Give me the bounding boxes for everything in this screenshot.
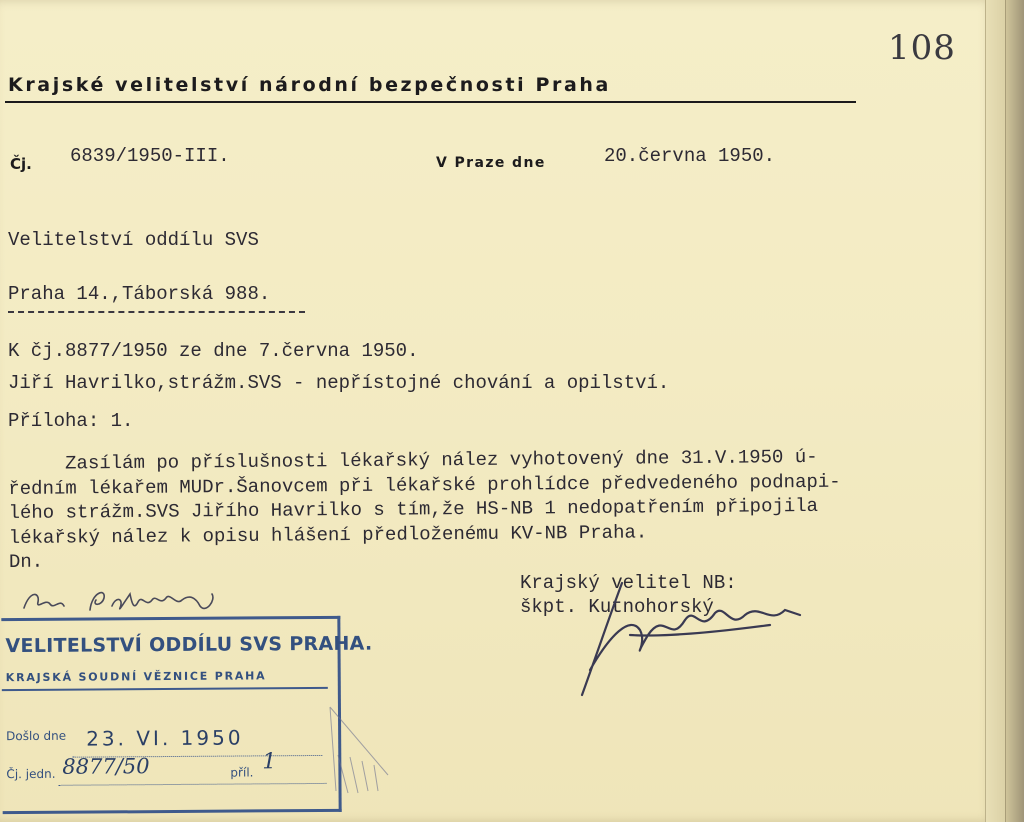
signatory-name: škpt. Kutnohorský	[520, 596, 714, 618]
signatory-title: Krajský velitel NB:	[520, 572, 737, 594]
binder-edge	[1005, 0, 1024, 822]
stamp-divider	[2, 687, 328, 691]
address-dashed-rule	[8, 311, 305, 313]
stamp-attachment-label: příl.	[230, 765, 254, 780]
body-line: ředním lékařem MUDr.Šanovcem při lékařské prohlídce předvedeného podnapi-	[8, 470, 841, 500]
body-line: Zasílám po příslušnosti lékařský nález vyhotovený dne 31.V.1950 ú-	[8, 445, 818, 475]
recipient-line-1: Velitelství oddílu SVS	[8, 229, 259, 251]
handwritten-signature	[570, 575, 810, 705]
receipt-stamp	[1, 616, 373, 814]
attachment-line: Příloha: 1.	[8, 410, 134, 432]
stamp-attachment-value: 1	[262, 749, 277, 775]
stamp-number-label: Čj. jedn.	[6, 766, 56, 782]
letterhead-title: Krajské velitelství národní bezpečnosti Praha	[8, 74, 611, 96]
stamp-sub-office: KRAJSKÁ SOUDNÍ VĚZNICE PRAHA	[5, 669, 267, 685]
page-number: 108	[888, 28, 956, 68]
body-line: Dn.	[8, 550, 44, 573]
recipient-line-2: Praha 14.,Táborská 988.	[8, 283, 271, 305]
date-value: 20.června 1950.	[604, 145, 776, 167]
handwritten-note	[20, 580, 220, 620]
stamp-corner-hatching	[328, 705, 398, 795]
letterhead-rule	[5, 101, 856, 103]
stamp-dotted-line	[58, 783, 326, 786]
stamp-received-date: 23. VI. 1950	[86, 725, 244, 751]
body-line: lého strážm.SVS Jiřího Havrilko s tím,že HS-NB 1 nedopatřením připojila	[8, 494, 819, 524]
stamp-office-name: VELITELSTVÍ ODDÍLU SVS PRAHA.	[5, 632, 373, 658]
reference-line: K čj.8877/1950 ze dne 7.června 1950.	[8, 340, 419, 362]
cj-label: Čj.	[10, 155, 32, 173]
stamp-received-label: Došlo dne	[6, 728, 67, 744]
body-line: lékařský nález k opisu hlášení předloženému KV-NB Praha.	[8, 520, 648, 549]
stamp-number-value: 8877/50	[62, 754, 150, 779]
cj-value: 6839/1950-III.	[70, 145, 230, 167]
subject-line: Jiří Havrilko,strážm.SVS - nepřístojné chování a opilství.	[8, 372, 670, 394]
letter-body	[8, 444, 969, 575]
place-date-label: V Praze dne	[436, 155, 546, 171]
